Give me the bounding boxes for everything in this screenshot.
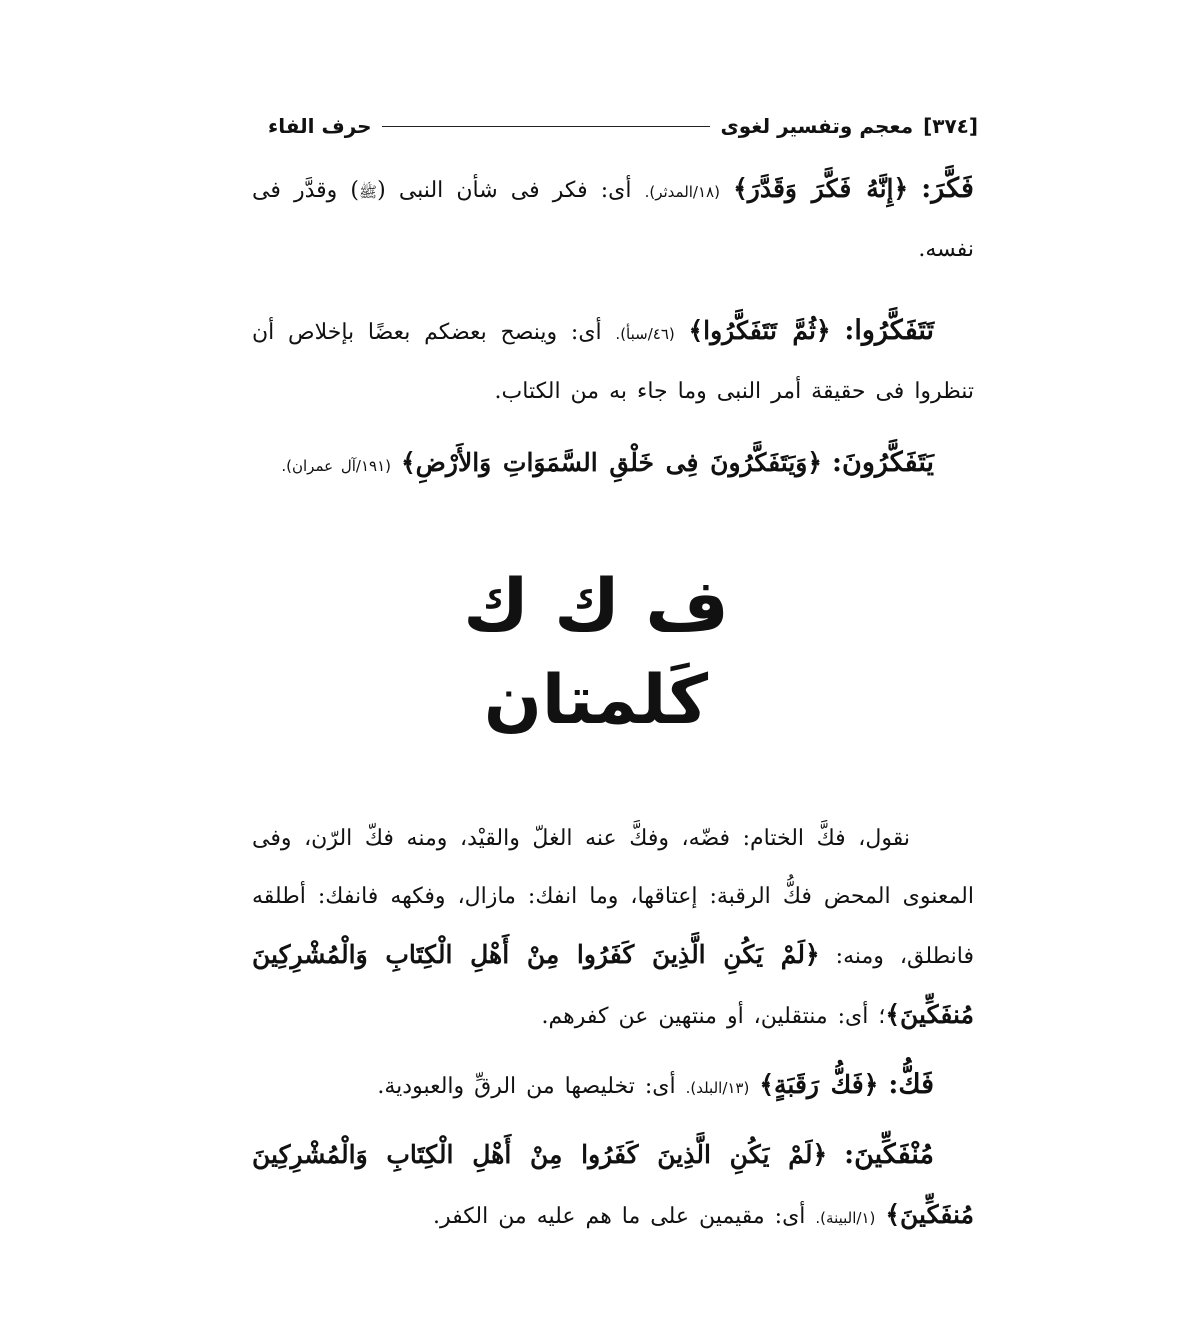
- entry-headword: مُنْفَكِّينَ:: [844, 1139, 934, 1170]
- intro-text: نقول، فكَّ الختام: فضّه، وفكَّ عنه الغلّ والقيْد، ومنه فكّ الرّن، وفى المعنوى المحض فكُّ الرقبة: إعتاقها، وما انفك: مازال، وفكهه فانفك: أطلقه فانطلق، ومنه:: [252, 826, 974, 969]
- page-number: [٣٧٤]: [923, 114, 978, 138]
- verse-reference: (١٨/المدثر).: [644, 183, 720, 201]
- root-introduction: [252, 810, 974, 1046]
- section-title: حرف الفاء: [268, 114, 372, 138]
- entry-tatafakkaru: [252, 302, 974, 421]
- verse-reference: (١٩١/آل عمران).: [281, 457, 391, 475]
- quran-verse: ﴿وَيَتَفَكَّرُونَ فِى خَلْقِ السَّمَوَاتِ وَالأَرْضِ﴾: [401, 448, 823, 477]
- root-letters-title: ف ك ك: [463, 563, 729, 647]
- intro-text-cont: ؛ أى: منتقلين، أو منتهين عن كفرهم.: [541, 1004, 886, 1029]
- salawat-glyph: ﷺ: [359, 183, 378, 201]
- quran-verse: ﴿ثُمَّ تَتَفَكَّرُوا﴾: [688, 316, 831, 345]
- verse-reference: (١٣/البلد).: [685, 1079, 750, 1097]
- quran-verse: ﴿لَمْ يَكُنِ الَّذِينَ كَفَرُوا مِنْ أَهْلِ الْكِتَابِ وَالْمُشْرِكِينَ مُنفَكِّينَ﴾: [252, 1140, 974, 1229]
- root-word-count: كَلمتان: [483, 661, 709, 740]
- entry-headword: تَتَفَكَّرُوا:: [844, 315, 935, 346]
- entry-definition: أى: وينصح بعضكم بعضًا بإخلاص أن تنظروا فى حقيقة أمر النبى وما جاء به من الكتاب.: [252, 320, 974, 404]
- verse-reference: (١/البينة).: [815, 1209, 876, 1227]
- entry-yatafakkarun: [252, 434, 974, 495]
- entry-headword: فَكَّرَ:: [921, 173, 974, 204]
- entry-munfakkin: [252, 1126, 974, 1247]
- entry-headword: فَكُّ:: [888, 1069, 934, 1100]
- entry-fakku: [252, 1056, 974, 1117]
- entry-definition: أى: مقيمين على ما هم عليه من الكفر.: [432, 1204, 806, 1229]
- running-header: [268, 110, 978, 142]
- quran-verse: ﴿فَكُّ رَقَبَةٍ﴾: [759, 1070, 879, 1099]
- entry-definition-cont: ) وقدَّر فى نفسه.: [252, 178, 974, 262]
- entry-headword: يَتَفَكَّرُونَ:: [832, 447, 934, 478]
- book-title: معجم وتفسير لغوى: [720, 114, 914, 138]
- entry-fakkara: [252, 160, 974, 279]
- verse-reference: (٤٦/سبأ).: [615, 325, 675, 343]
- entry-definition: أى: تخليصها من الرقِّ والعبودية.: [377, 1074, 676, 1099]
- header-rule: [382, 126, 711, 127]
- quran-verse: ﴿لَمْ يَكُنِ الَّذِينَ كَفَرُوا مِنْ أَهْلِ الْكِتَابِ وَالْمُشْرِكِينَ مُنفَكِّينَ﴾: [252, 940, 974, 1029]
- quran-verse: ﴿إِنَّهُ فَكَّرَ وَقَدَّرَ﴾: [733, 174, 909, 203]
- entry-definition: أى: فكر فى شأن النبى (: [377, 178, 632, 203]
